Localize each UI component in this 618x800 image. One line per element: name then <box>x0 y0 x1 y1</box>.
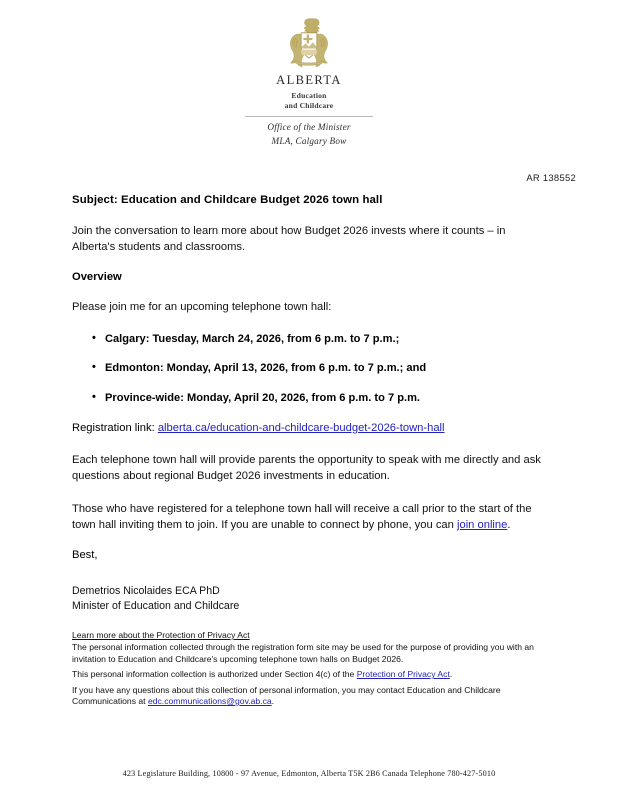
alberta-wordmark: ALBERTA <box>276 73 342 87</box>
privacy-paragraph-1: The personal information collected through the registration form site may be used for the purpose of providing you with an invitation to Education and Childcare's upcoming telephone town halls on Budget 2026. <box>72 642 534 664</box>
letter-body <box>72 194 546 561</box>
overview-heading: Overview <box>72 271 122 284</box>
protection-of-privacy-act-link[interactable]: Protection of Privacy Act <box>356 669 450 680</box>
list-item: • Province-wide: Monday, April 20, 2026, from 6 p.m. to 7 p.m. <box>72 391 546 405</box>
subject-line: Subject: Education and Childcare Budget 2026 town hall <box>72 194 383 206</box>
privacy-paragraph-3 <box>72 685 538 708</box>
signer-title: Minister of Education and Childcare <box>72 600 240 613</box>
list-item: • Edmonton: Monday, April 13, 2026, from 6 p.m. to 7 p.m.; and <box>72 361 546 375</box>
intro-paragraph: Join the conversation to learn more about how Budget 2026 invests where it counts – in Alberta's students and classrooms. <box>72 225 506 254</box>
privacy-paragraph-3-part2: . <box>271 696 275 707</box>
registration-label: Registration link: <box>72 421 155 434</box>
letterhead <box>0 0 618 148</box>
registered-callers-text-part2: . <box>507 518 511 531</box>
department-name <box>0 91 618 112</box>
department-line-2: and Childcare <box>284 101 334 110</box>
privacy-paragraph-2-part2: . <box>449 669 453 680</box>
office-title <box>0 121 618 148</box>
town-hall-list <box>72 332 546 405</box>
privacy-notice <box>72 630 538 712</box>
signature-block <box>72 584 239 614</box>
privacy-notice-heading: Learn more about the Protection of Privacy Act <box>72 630 250 640</box>
letterhead-divider <box>245 116 373 117</box>
overview-intro-paragraph: Please join me for an upcoming telephone town hall: <box>72 301 332 314</box>
office-line-1: Office of the Minister <box>267 122 351 133</box>
privacy-paragraph-2 <box>72 669 538 680</box>
registered-callers-paragraph <box>72 501 546 533</box>
footer-address: 423 Legislature Building, 10800 - 97 Avenue, Edmonton, Alberta T5K 2B6 Canada Telephone 780-427-5010 <box>122 769 496 778</box>
registered-callers-text-part1: Those who have registered for a telephone town hall will receive a call prior to the start of the town hall inviting them to join. If you are unable to connect by phone, you can <box>72 502 532 531</box>
join-online-link[interactable]: join online <box>456 518 508 531</box>
signer-name: Demetrios Nicolaides ECA PhD <box>72 585 220 597</box>
contact-email-link[interactable]: edc.communications@gov.ab.ca <box>147 696 272 707</box>
town-hall-description-paragraph: Each telephone town hall will provide parents the opportunity to speak with me directly and ask questions about regional Budget 2026 investments in education. <box>72 454 541 483</box>
alberta-coat-of-arms-icon <box>281 16 337 72</box>
department-line-1: Education <box>291 90 327 100</box>
privacy-paragraph-3-part1: If you have any questions about this collection of personal information, you may contact Education and Childcare Communications at <box>72 684 501 707</box>
ar-reference-number: AR 138552 <box>526 172 576 183</box>
privacy-paragraph-2-part1: This personal information collection is authorized under Section 4(c) of the <box>72 669 357 680</box>
closing-salutation: Best, <box>72 549 98 562</box>
list-item: • Calgary: Tuesday, March 24, 2026, from 6 p.m. to 7 p.m.; <box>72 332 546 346</box>
registration-link[interactable]: alberta.ca/education-and-childcare-budget-2026-town-hall <box>157 421 445 434</box>
registration-line <box>72 420 546 436</box>
office-line-2: MLA, Calgary Bow <box>271 135 347 146</box>
